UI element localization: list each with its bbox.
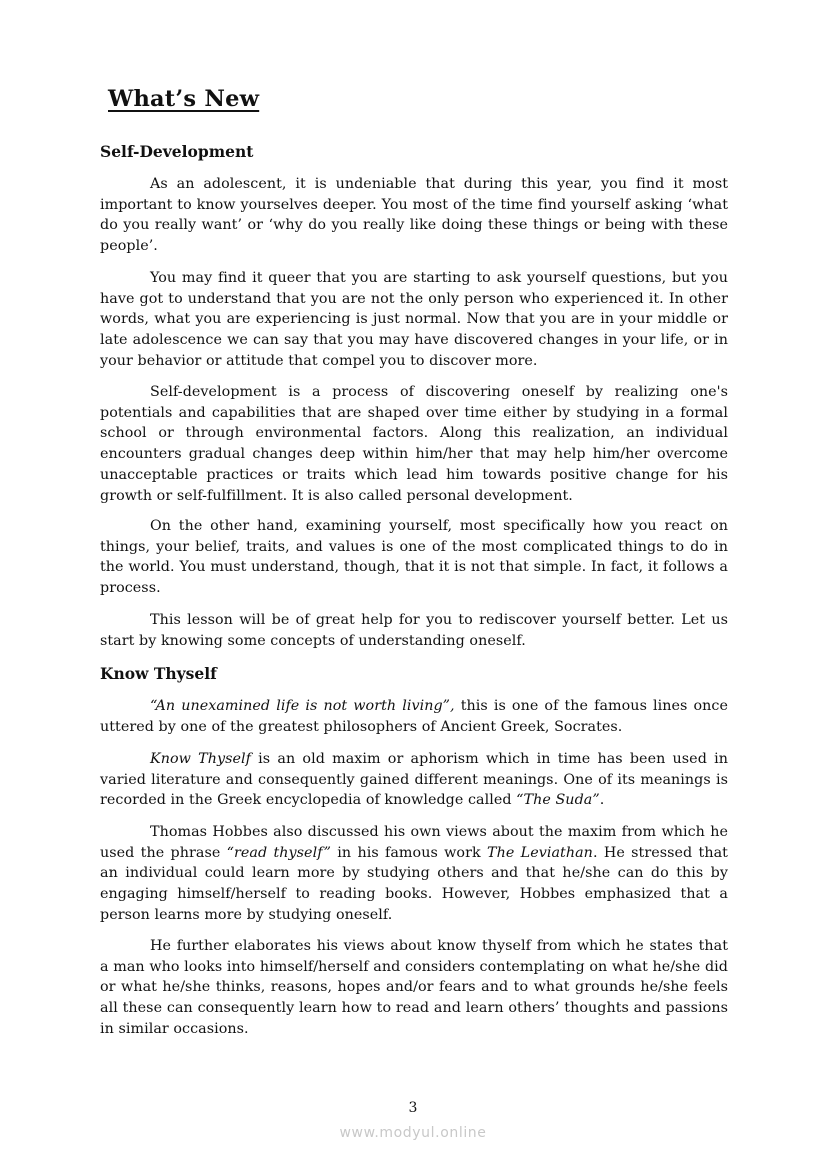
quote-text: “An unexamined life is not worth living”,: [150, 698, 455, 714]
paragraph: Thomas Hobbes also discussed his own views about the maxim from which he used the phrase “read thyself” in his famous work The Leviathan. He stressed that an individual could learn more by studying others and that he/she can do this by engaging himself/herself to reading books. However, Hobbes emphasized that a person learns more by studying oneself.: [100, 824, 728, 923]
page-number: 3: [408, 1100, 418, 1116]
paragraph: Know Thyself is an old maxim or aphorism which in time has been used in varied literature and consequently gained different meanings. One of its meanings is recorded in the Greek encyclopedia of knowledge called “The Suda”.: [100, 751, 728, 809]
paragraph: On the other hand, examining yourself, most specifically how you react on things, your belief, traits, and values is one of the most complicated things to do in the world. You must understand, though, that it is not that simple. In fact, it follows a process.: [100, 518, 728, 597]
page-title: What’s New: [108, 86, 260, 112]
paragraph: As an adolescent, it is undeniable that during this year, you find it most important to know yourselves deeper. You most of the time find yourself asking ‘what do you really want’ or ‘why do you really like doing these things or being with these people’.: [100, 176, 728, 255]
section-heading-know-thyself: Know Thyself: [100, 664, 217, 683]
emphasis-text: Know Thyself: [150, 751, 251, 767]
emphasis-text: The Leviathan: [487, 844, 593, 861]
paragraph: “An unexamined life is not worth living”, this is one of the famous lines once uttered by one of the greatest philosophers of Ancient Greek, Socrates.: [100, 698, 728, 735]
paragraph: He further elaborates his views about know thyself from which he states that a man who looks into himself/herself and considers contemplating on what he/she did or what he/she thinks, reasons, hopes and/or fears and to what grounds he/she feels all these can consequently learn how to read and learn others’ thoughts and passions in similar occasions.: [100, 938, 728, 1037]
paragraph: This lesson will be of great help for you to rediscover yourself better. Let us start by knowing some concepts of understanding oneself.: [100, 612, 728, 649]
emphasis-text: “read thyself”: [226, 844, 331, 861]
emphasis-text: “The Suda”: [516, 792, 600, 809]
watermark: www.modyul.online: [339, 1125, 487, 1141]
paragraph: Self-development is a process of discovering oneself by realizing one's potentials and capabilities that are shaped over time either by studying in a formal school or through environmental factors. Along this realization, an individual encounters gradual changes deep within him/her that may help him/her overcome unacceptable practices or traits which lead him towards positive change for his growth or self-fulfillment. It is also called personal development.: [100, 384, 728, 504]
section-heading-self-development: Self-Development: [100, 142, 254, 161]
paragraph: You may find it queer that you are starting to ask yourself questions, but you have got to understand that you are not the only person who experienced it. In other words, what you are experiencing is just normal. Now that you are in your middle or late adolescence we can say that you may have discovered changes in your life, or in your behavior or attitude that compel you to discover more.: [100, 270, 728, 369]
